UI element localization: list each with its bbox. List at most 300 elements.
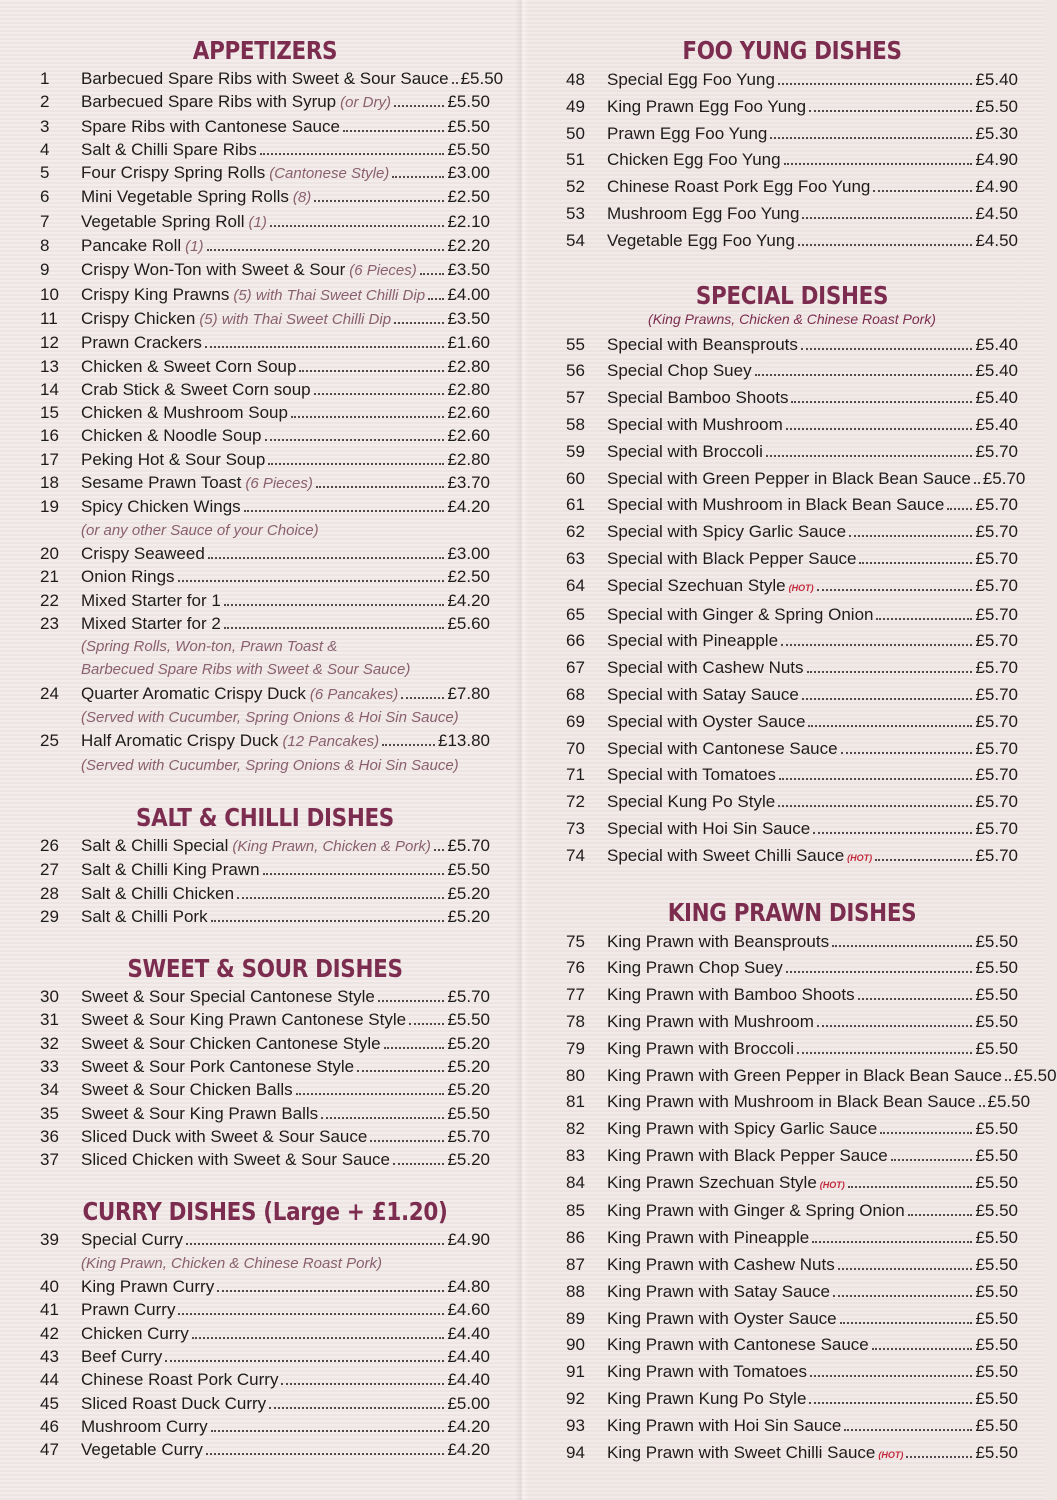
item-price: £13.80: [438, 731, 490, 751]
item-number: 7: [40, 211, 50, 231]
menu-item: [566, 174, 1018, 201]
item-price: £4.60: [447, 1300, 490, 1320]
item-price: £5.50: [975, 985, 1018, 1005]
item-price: £4.20: [447, 590, 490, 610]
item-name: King Prawn with Black Pepper Sauce: [607, 1145, 888, 1165]
menu-item: [566, 94, 1018, 121]
item-price: £5.50: [975, 958, 1018, 978]
item-name: Four Crispy Spring Rolls: [81, 163, 266, 183]
item-price: £5.50: [460, 69, 504, 88]
item-note: (1): [185, 238, 204, 256]
item-price: £5.50: [447, 860, 490, 880]
menu-item: [40, 1298, 490, 1321]
left-column: [40, 36, 504, 1487]
menu-item: [40, 495, 490, 518]
menu-item: [566, 573, 1018, 602]
dot-leader: [766, 455, 973, 457]
dot-leader: [428, 298, 444, 300]
item-name: King Prawn Szechuan Style: [607, 1172, 817, 1192]
dot-leader: [452, 82, 458, 84]
item-name: King Prawn with Satay Sauce: [607, 1281, 831, 1301]
item-price: £3.50: [447, 308, 490, 328]
item-price: £5.20: [447, 1150, 490, 1170]
menu-section-appetizers: [40, 36, 504, 777]
item-name: Sweet & Sour Chicken Cantonese Style: [81, 1033, 381, 1053]
item-number: 41: [40, 1300, 59, 1320]
item-price: £5.50: [975, 1308, 1018, 1328]
item-note: (1): [248, 213, 267, 231]
menu-item: [566, 655, 1018, 682]
item-name: Barbecued Spare Ribs with Syrup: [81, 92, 337, 112]
dot-leader: [268, 463, 444, 465]
item-number: 61: [566, 495, 585, 515]
menu-item: [566, 789, 1018, 816]
dot-leader: [186, 1243, 444, 1245]
item-price: £5.30: [975, 123, 1018, 143]
dot-leader: [947, 508, 972, 510]
dot-leader: [906, 1456, 972, 1458]
item-number: 74: [566, 845, 585, 865]
dot-leader: [270, 225, 445, 227]
dot-leader: [178, 580, 445, 582]
item-note: (5) with Thai Sweet Chilli Dip: [233, 286, 426, 304]
menu-item: [566, 1225, 1018, 1252]
menu-item: [566, 762, 1018, 789]
dot-leader: [974, 482, 980, 484]
menu-item: [566, 147, 1018, 174]
item-price: £5.20: [447, 883, 490, 903]
item-name: Special with Sweet Chilli Sauce: [607, 845, 845, 865]
dot-leader: [208, 557, 445, 559]
item-number: 5: [40, 163, 50, 183]
item-number: 13: [40, 356, 59, 376]
item-name: King Prawn with Mushroom in Black Bean Sauce: [607, 1092, 976, 1112]
menu-item: [40, 565, 490, 588]
item-price: £5.70: [447, 987, 490, 1007]
menu-item: [566, 1036, 1018, 1063]
dot-leader: [797, 1052, 972, 1054]
item-name: King Prawn with Mushroom: [607, 1011, 814, 1031]
dot-leader: [791, 401, 972, 403]
item-price: £5.70: [975, 792, 1018, 812]
item-price: £5.70: [975, 684, 1018, 704]
menu-item: [566, 1089, 1031, 1116]
menu-item: [40, 882, 490, 905]
dot-leader: [281, 1383, 444, 1385]
item-description: (Served with Cucumber, Spring Onions & Hoi Sin Sauce): [81, 709, 459, 727]
item-number: 92: [566, 1389, 585, 1409]
item-price: £2.80: [447, 379, 490, 399]
dot-leader: [802, 217, 972, 219]
item-price: £4.00: [447, 284, 490, 304]
item-price: £2.50: [447, 567, 490, 587]
dot-leader: [849, 535, 972, 537]
item-name: Salt & Chilli Special: [81, 835, 229, 855]
dot-leader: [206, 1453, 445, 1455]
menu-item: [566, 546, 1018, 573]
menu-item: [566, 121, 1018, 148]
item-price: £5.70: [975, 548, 1018, 568]
item-note: (6 Pancakes): [309, 685, 399, 703]
menu-item: [40, 682, 490, 706]
menu-item: [566, 332, 1018, 359]
dot-leader: [401, 697, 444, 699]
item-number: 71: [566, 765, 585, 785]
item-number: 73: [566, 818, 585, 838]
item-name: Prawn Egg Foo Yung: [607, 123, 768, 143]
menu-item: [566, 358, 1018, 385]
menu-item: [40, 185, 490, 209]
item-price: £3.50: [447, 260, 490, 280]
item-name: Special with Cantonese Sauce: [607, 738, 838, 758]
item-price: £5.50: [975, 1201, 1018, 1221]
item-price: £5.70: [982, 468, 1026, 488]
item-note: (12 Pancakes): [282, 733, 380, 751]
item-price: £5.50: [987, 1092, 1031, 1112]
item-number: 43: [40, 1346, 59, 1366]
menu-item: [40, 1322, 490, 1345]
dot-leader: [891, 1159, 973, 1161]
item-number: 6: [40, 187, 50, 207]
item-number: 67: [566, 658, 585, 678]
menu-item: [566, 385, 1018, 412]
item-price: £5.50: [447, 1010, 490, 1030]
item-number: 59: [566, 441, 585, 461]
dot-leader: [392, 176, 444, 178]
section-heading: CURRY DISHES (Large + £1.20): [82, 1197, 448, 1227]
item-name: King Prawn with Cashew Nuts: [607, 1255, 835, 1275]
item-name: Special with Pineapple: [607, 631, 779, 651]
dot-leader: [858, 998, 973, 1000]
item-price: £4.50: [975, 203, 1018, 223]
item-number: 62: [566, 522, 585, 542]
item-name: Special Curry: [81, 1230, 184, 1250]
item-number: 64: [566, 575, 585, 595]
item-number: 89: [566, 1308, 585, 1328]
section-heading: SWEET & SOUR DISHES: [127, 954, 403, 984]
item-number: 83: [566, 1145, 585, 1165]
item-number: 52: [566, 177, 585, 197]
item-number: 51: [566, 150, 585, 170]
dot-leader: [844, 1429, 972, 1431]
item-name: King Prawn with Hoi Sin Sauce: [607, 1415, 842, 1435]
menu-item: [566, 843, 1018, 872]
item-price: £5.50: [975, 1119, 1018, 1139]
menu-item: [566, 228, 1018, 255]
item-price: £5.70: [975, 575, 1018, 595]
item-price: £5.20: [447, 1056, 490, 1076]
menu-item: [40, 234, 490, 258]
item-price: £5.40: [975, 334, 1018, 354]
menu-item: [40, 1032, 490, 1055]
dot-leader: [979, 1105, 985, 1107]
hot-label: (HOT): [788, 582, 814, 593]
item-price: £5.70: [975, 631, 1018, 651]
item-number: 81: [566, 1092, 585, 1112]
item-number: 58: [566, 414, 585, 434]
menu-item: [40, 1148, 490, 1171]
dot-leader: [840, 1322, 973, 1324]
item-name: Special with Spicy Garlic Sauce: [607, 522, 847, 542]
menu-item: [566, 929, 1018, 956]
item-number: 55: [566, 334, 585, 354]
menu-item: [40, 331, 490, 354]
item-number: 11: [40, 308, 58, 328]
dot-leader: [812, 1241, 972, 1243]
section-subheading: (King Prawns, Chicken & Chinese Roast Pork): [648, 310, 936, 327]
dot-leader: [786, 971, 973, 973]
dot-leader: [810, 1375, 972, 1377]
item-number: 22: [40, 590, 59, 610]
item-number: 32: [40, 1033, 59, 1053]
item-number: 17: [40, 449, 59, 469]
menu-item: [40, 1345, 490, 1368]
item-name: Chicken & Mushroom Soup: [81, 403, 288, 423]
item-name: Special with Green Pepper in Black Bean Sauce: [607, 468, 971, 488]
item-name: Special with Mushroom: [607, 414, 783, 434]
item-name: Crispy King Prawns: [81, 284, 230, 304]
item-number: 70: [566, 738, 585, 758]
dot-leader: [178, 1313, 444, 1315]
item-name: Sweet & Sour King Prawn Cantonese Style: [81, 1010, 407, 1030]
dot-leader: [217, 1290, 444, 1292]
item-name: Sliced Roast Duck Curry: [81, 1393, 267, 1413]
item-price: £4.80: [447, 1277, 490, 1297]
item-name: Special Szechuan Style: [607, 575, 786, 595]
item-name: King Prawn Curry: [81, 1277, 215, 1297]
item-number: 2: [40, 92, 50, 112]
menu-section-special: [566, 280, 1026, 872]
menu-item: [566, 67, 1018, 94]
item-number: 8: [40, 236, 50, 256]
item-price: £4.90: [975, 150, 1018, 170]
item-number: 84: [566, 1172, 585, 1192]
item-number: 4: [40, 139, 50, 159]
item-name: Chinese Roast Pork Egg Foo Yung: [607, 177, 871, 197]
item-number: 25: [40, 731, 59, 751]
item-price: £5.00: [447, 1393, 490, 1413]
item-price: £5.50: [975, 96, 1018, 116]
menu-item: [40, 1415, 490, 1438]
item-name: Quarter Aromatic Crispy Duck: [81, 683, 306, 703]
dot-leader: [321, 1117, 444, 1119]
item-price: £5.20: [447, 1033, 490, 1053]
item-number: 37: [40, 1150, 59, 1170]
dot-leader: [314, 200, 444, 202]
item-price: £4.20: [447, 1440, 490, 1460]
item-price: £5.20: [447, 1080, 490, 1100]
item-name: King Prawn with Ginger & Spring Onion: [607, 1201, 905, 1221]
item-price: £5.70: [975, 711, 1018, 731]
item-name: King Prawn with Pineapple: [607, 1228, 810, 1248]
dot-leader: [370, 1140, 444, 1142]
item-price: £5.70: [975, 818, 1018, 838]
item-name: Onion Rings: [81, 567, 175, 587]
item-name: Spare Ribs with Cantonese Sauce: [81, 116, 340, 136]
dot-leader: [786, 428, 973, 430]
item-price: £5.50: [975, 1281, 1018, 1301]
dot-leader: [755, 374, 973, 376]
item-price: £5.20: [447, 906, 490, 926]
item-price: £5.40: [975, 361, 1018, 381]
menu-item: [40, 138, 490, 161]
item-number: 44: [40, 1370, 59, 1390]
item-price: £5.50: [447, 139, 490, 159]
item-name: Pancake Roll: [81, 236, 182, 256]
dot-leader: [778, 805, 972, 807]
item-number: 14: [40, 379, 59, 399]
menu-section-foo-yung: [566, 36, 1018, 255]
item-number: 40: [40, 1277, 59, 1297]
item-name: Special with Mushroom in Black Bean Sauce: [607, 495, 945, 515]
item-number: 24: [40, 683, 59, 703]
item-number: 94: [566, 1442, 585, 1462]
item-number: 78: [566, 1011, 585, 1031]
item-number: 90: [566, 1335, 585, 1355]
menu-item: [40, 729, 490, 753]
item-price: £2.80: [447, 356, 490, 376]
item-name: Chicken & Noodle Soup: [81, 426, 262, 446]
item-name: King Prawn Chop Suey: [607, 958, 783, 978]
item-number: 54: [566, 230, 585, 250]
item-name: Sliced Duck with Sweet & Sour Sauce: [81, 1126, 368, 1146]
item-name: Barbecued Spare Ribs with Sweet & Sour Sauce: [81, 69, 449, 88]
dot-leader: [244, 510, 445, 512]
menu-item: [566, 682, 1018, 709]
item-name: Chicken Egg Foo Yung: [607, 150, 781, 170]
item-price: £5.50: [447, 1103, 490, 1123]
item-name: Chicken Curry: [81, 1323, 189, 1343]
item-price: £4.50: [975, 230, 1018, 250]
item-name: Crispy Won-Ton with Sweet & Sour: [81, 260, 346, 280]
item-price: £2.60: [447, 403, 490, 423]
dot-leader: [205, 346, 445, 348]
menu-item: [40, 1125, 490, 1148]
item-name: King Prawn with Spicy Garlic Sauce: [607, 1119, 878, 1139]
dot-leader: [357, 1070, 444, 1072]
item-note: (5) with Thai Sweet Chilli Dip: [199, 310, 392, 328]
item-number: 48: [566, 70, 585, 89]
item-number: 31: [40, 1010, 59, 1030]
item-number: 93: [566, 1415, 585, 1435]
item-description: (or any other Sauce of your Choice): [81, 521, 319, 539]
dot-leader: [798, 244, 973, 246]
menu-item: [566, 982, 1018, 1009]
item-name: Beef Curry: [81, 1346, 163, 1366]
dot-leader: [269, 1407, 444, 1409]
item-number: 29: [40, 906, 59, 926]
item-name: King Prawn with Sweet Chilli Sauce: [607, 1442, 876, 1462]
item-note: (6 Pieces): [349, 262, 417, 280]
item-number: 75: [566, 931, 585, 951]
item-price: £5.50: [975, 1172, 1018, 1192]
item-name: King Prawn Egg Foo Yung: [607, 96, 807, 116]
item-number: 36: [40, 1126, 59, 1146]
item-note: (6 Pieces): [245, 475, 313, 493]
item-number: 21: [40, 567, 59, 587]
item-number: 63: [566, 548, 585, 568]
dot-leader: [781, 644, 972, 646]
dot-leader: [859, 562, 972, 564]
item-price: £5.50: [1014, 1065, 1057, 1085]
item-description: (Spring Rolls, Won-ton, Prawn Toast &: [81, 638, 338, 656]
item-name: Peking Hot & Sour Soup: [81, 449, 266, 469]
dot-leader: [316, 486, 445, 488]
menu-item: [40, 115, 490, 138]
section-heading: APPETIZERS: [192, 36, 338, 65]
item-number: 91: [566, 1362, 585, 1382]
dot-leader: [809, 1402, 972, 1404]
item-number: 16: [40, 426, 59, 446]
item-name: Mixed Starter for 2: [81, 613, 221, 633]
item-number: 88: [566, 1281, 585, 1301]
item-number: 20: [40, 543, 59, 563]
menu-item: [566, 736, 1018, 763]
item-price: £5.40: [975, 414, 1018, 434]
menu-item: [566, 1143, 1018, 1170]
item-price: £4.40: [447, 1370, 490, 1390]
menu-item: [566, 709, 1018, 736]
menu-item: [40, 471, 490, 495]
item-number: 35: [40, 1103, 59, 1123]
menu-item: [566, 1386, 1018, 1413]
dot-leader: [299, 370, 444, 372]
item-number: 39: [40, 1230, 59, 1250]
dot-leader: [314, 393, 445, 395]
item-name: Special with Satay Sauce: [607, 684, 799, 704]
dot-leader: [778, 83, 973, 85]
item-price: £4.20: [447, 1416, 490, 1436]
item-name: Special with Black Pepper Sauce: [607, 548, 857, 568]
item-price: £2.80: [447, 449, 490, 469]
menu-item: [566, 955, 1018, 982]
menu-item: [40, 67, 504, 90]
dot-leader: [908, 1214, 973, 1216]
item-name: Crispy Seaweed: [81, 543, 205, 563]
hot-label: (HOT): [878, 1449, 904, 1460]
menu-item: [566, 1359, 1018, 1386]
item-name: Special with Ginger & Spring Onion: [607, 604, 874, 624]
right-column: [566, 36, 1057, 1494]
menu-item: [566, 1063, 1057, 1090]
item-name: King Prawn Kung Po Style: [607, 1389, 807, 1409]
item-name: Special with Broccoli: [607, 441, 763, 461]
menu-item: [566, 466, 1026, 493]
item-name: Special Bamboo Shoots: [607, 388, 789, 408]
item-price: £5.50: [975, 1228, 1018, 1248]
menu-item: [566, 1009, 1018, 1036]
item-number: 23: [40, 613, 59, 633]
item-name: Crispy Chicken: [81, 308, 196, 328]
item-name: Special with Hoi Sin Sauce: [607, 818, 811, 838]
hot-label: (HOT): [847, 852, 873, 863]
menu-item: [40, 1078, 490, 1101]
item-name: Salt & Chilli King Prawn: [81, 860, 260, 880]
item-description: (Served with Cucumber, Spring Onions & Hoi Sin Sauce): [81, 756, 459, 774]
item-price: £5.50: [975, 1362, 1018, 1382]
menu-item: [40, 1275, 490, 1298]
dot-leader: [394, 322, 444, 324]
menu-item: [40, 424, 490, 447]
menu-item: [40, 1392, 490, 1415]
item-name: Sweet & Sour Special Cantonese Style: [81, 987, 375, 1007]
item-price: £5.70: [975, 738, 1018, 758]
dot-leader: [237, 897, 444, 899]
menu-item: [566, 1279, 1018, 1306]
dot-leader: [265, 439, 445, 441]
dot-leader: [802, 698, 973, 700]
menu-item: [40, 258, 490, 282]
